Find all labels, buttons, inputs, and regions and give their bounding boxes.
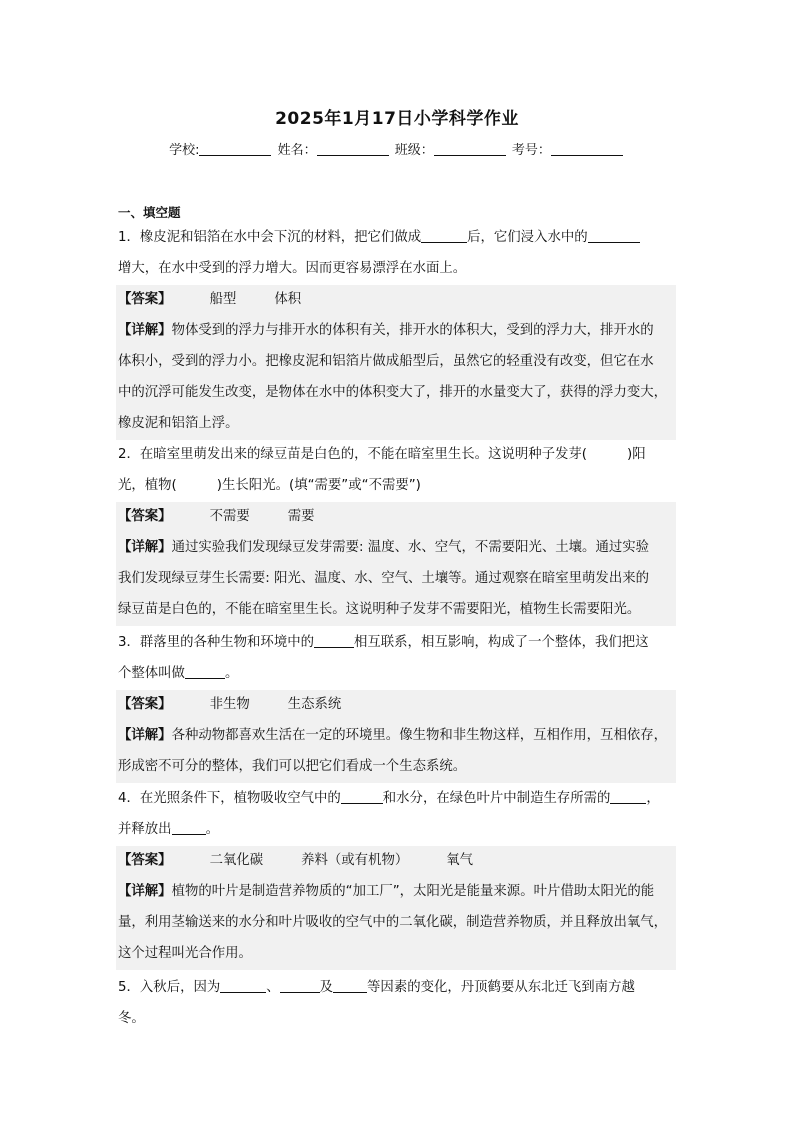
page-title: 2025年1月17日小学科学作业 bbox=[275, 109, 519, 129]
q4-blank-2[interactable] bbox=[610, 789, 646, 804]
q3-answer: 【答案】 非生物 生态系统 bbox=[118, 697, 342, 712]
q1-blank-1[interactable] bbox=[421, 228, 467, 243]
name-label: 姓名： bbox=[277, 143, 317, 158]
q4-detail-1: 【详解】植物的叶片是制造营养物质的“加工厂”，太阳光是能量来源。叶片借助太阳光的能 bbox=[118, 884, 655, 899]
q5-blank-2[interactable] bbox=[280, 978, 320, 993]
q5-line-2: 冬。 bbox=[118, 1011, 145, 1026]
class-blank[interactable] bbox=[434, 143, 506, 156]
q2-detail-2: 我们发现绿豆芽生长需要: 阳光、温度、水、空气、土壤等。通过观察在暗室里萌发出来的 bbox=[118, 571, 649, 586]
q1-line-1: 1．橡皮泥和铝箔在水中会下沉的材料，把它们做成 后，它们浸入水中的 bbox=[118, 228, 678, 248]
q4-answer: 【答案】 二氧化碳 养料（或有机物） 氧气 bbox=[118, 853, 474, 868]
q3-line-2: 个整体叫做 。 bbox=[118, 666, 239, 681]
exam-no-label: 考号： bbox=[511, 143, 551, 158]
q1-detail-3: 中的沉浮可能发生改变，是物体在水中的体积变大了，排开的水量变大了，获得的浮力变大， bbox=[118, 385, 668, 400]
q1-detail-4: 橡皮泥和铝箔上浮。 bbox=[118, 416, 239, 431]
q5-line-1: 5．入秋后，因为 、 及 等因素的变化，丹顶鹤要从东北迁飞到南方越 bbox=[118, 980, 635, 995]
q4-blank-3[interactable] bbox=[172, 820, 206, 835]
class-label: 班级： bbox=[394, 143, 434, 158]
q4-line-2: 并释放出 。 bbox=[118, 822, 219, 837]
q3-blank-1[interactable] bbox=[314, 633, 354, 648]
q3-blank-2[interactable] bbox=[185, 664, 225, 679]
q4-detail-2: 量，利用茎输送来的水分和叶片吸收的空气中的二氧化碳，制造营养物质，并且释放出氧气， bbox=[118, 915, 668, 930]
q4-blank-1[interactable] bbox=[341, 789, 383, 804]
name-blank[interactable] bbox=[317, 143, 389, 156]
q1-answer: 【答案】 船型 体积 bbox=[118, 292, 302, 307]
student-info-row bbox=[0, 139, 794, 158]
exam-no-blank[interactable] bbox=[551, 143, 623, 156]
section-heading: 一、填空题 bbox=[118, 205, 181, 220]
q4-detail-3: 这个过程叫光合作用。 bbox=[118, 946, 252, 961]
q2-detail-1: 【详解】通过实验我们发现绿豆发芽需要: 温度、水、空气，不需要阳光、土壤。通过实验 bbox=[118, 540, 649, 555]
q2-line-1: 2．在暗室里萌发出来的绿豆苗是白色的，不能在暗室里生长。这说明种子发芽( )阳 bbox=[118, 447, 646, 462]
q3-line-1: 3．群落里的各种生物和环境中的 相互联系，相互影响，构成了一个整体，我们把这 bbox=[118, 635, 649, 650]
q3-detail-1: 【详解】各种动物都喜欢生活在一定的环境里。像生物和非生物这样，互相作用，互相依存， bbox=[118, 728, 668, 743]
q3-detail-2: 形成密不可分的整体，我们可以把它们看成一个生态系统。 bbox=[118, 759, 467, 774]
q5-blank-1[interactable] bbox=[220, 978, 266, 993]
q5-blank-3[interactable] bbox=[333, 978, 367, 993]
q4-line-1: 4．在光照条件下，植物吸收空气中的 和水分，在绿色叶片中制造生存所需的 ， bbox=[118, 791, 660, 806]
q2-detail-3: 绿豆苗是白色的，不能在暗室里生长。这说明种子发芽不需要阳光，植物生长需要阳光。 bbox=[118, 602, 641, 617]
q1-detail-1: 【详解】物体受到的浮力与排开水的体积有关，排开水的体积大，受到的浮力大，排开水的 bbox=[118, 323, 654, 338]
q2-answer: 【答案】 不需要 需要 bbox=[118, 509, 315, 524]
school-label: 学校: bbox=[169, 143, 200, 158]
q1-line-2: 增大，在水中受到的浮力增大。因而更容易漂浮在水面上。 bbox=[118, 261, 467, 276]
q1-blank-2[interactable] bbox=[588, 228, 640, 243]
school-blank[interactable] bbox=[199, 143, 271, 156]
q1-detail-2: 体积小，受到的浮力小。把橡皮泥和铝箔片做成船型后，虽然它的轻重没有改变，但它在水 bbox=[118, 354, 654, 369]
q2-line-2: 光，植物( )生长阳光。(填“需要”或“不需要”) bbox=[118, 478, 421, 493]
